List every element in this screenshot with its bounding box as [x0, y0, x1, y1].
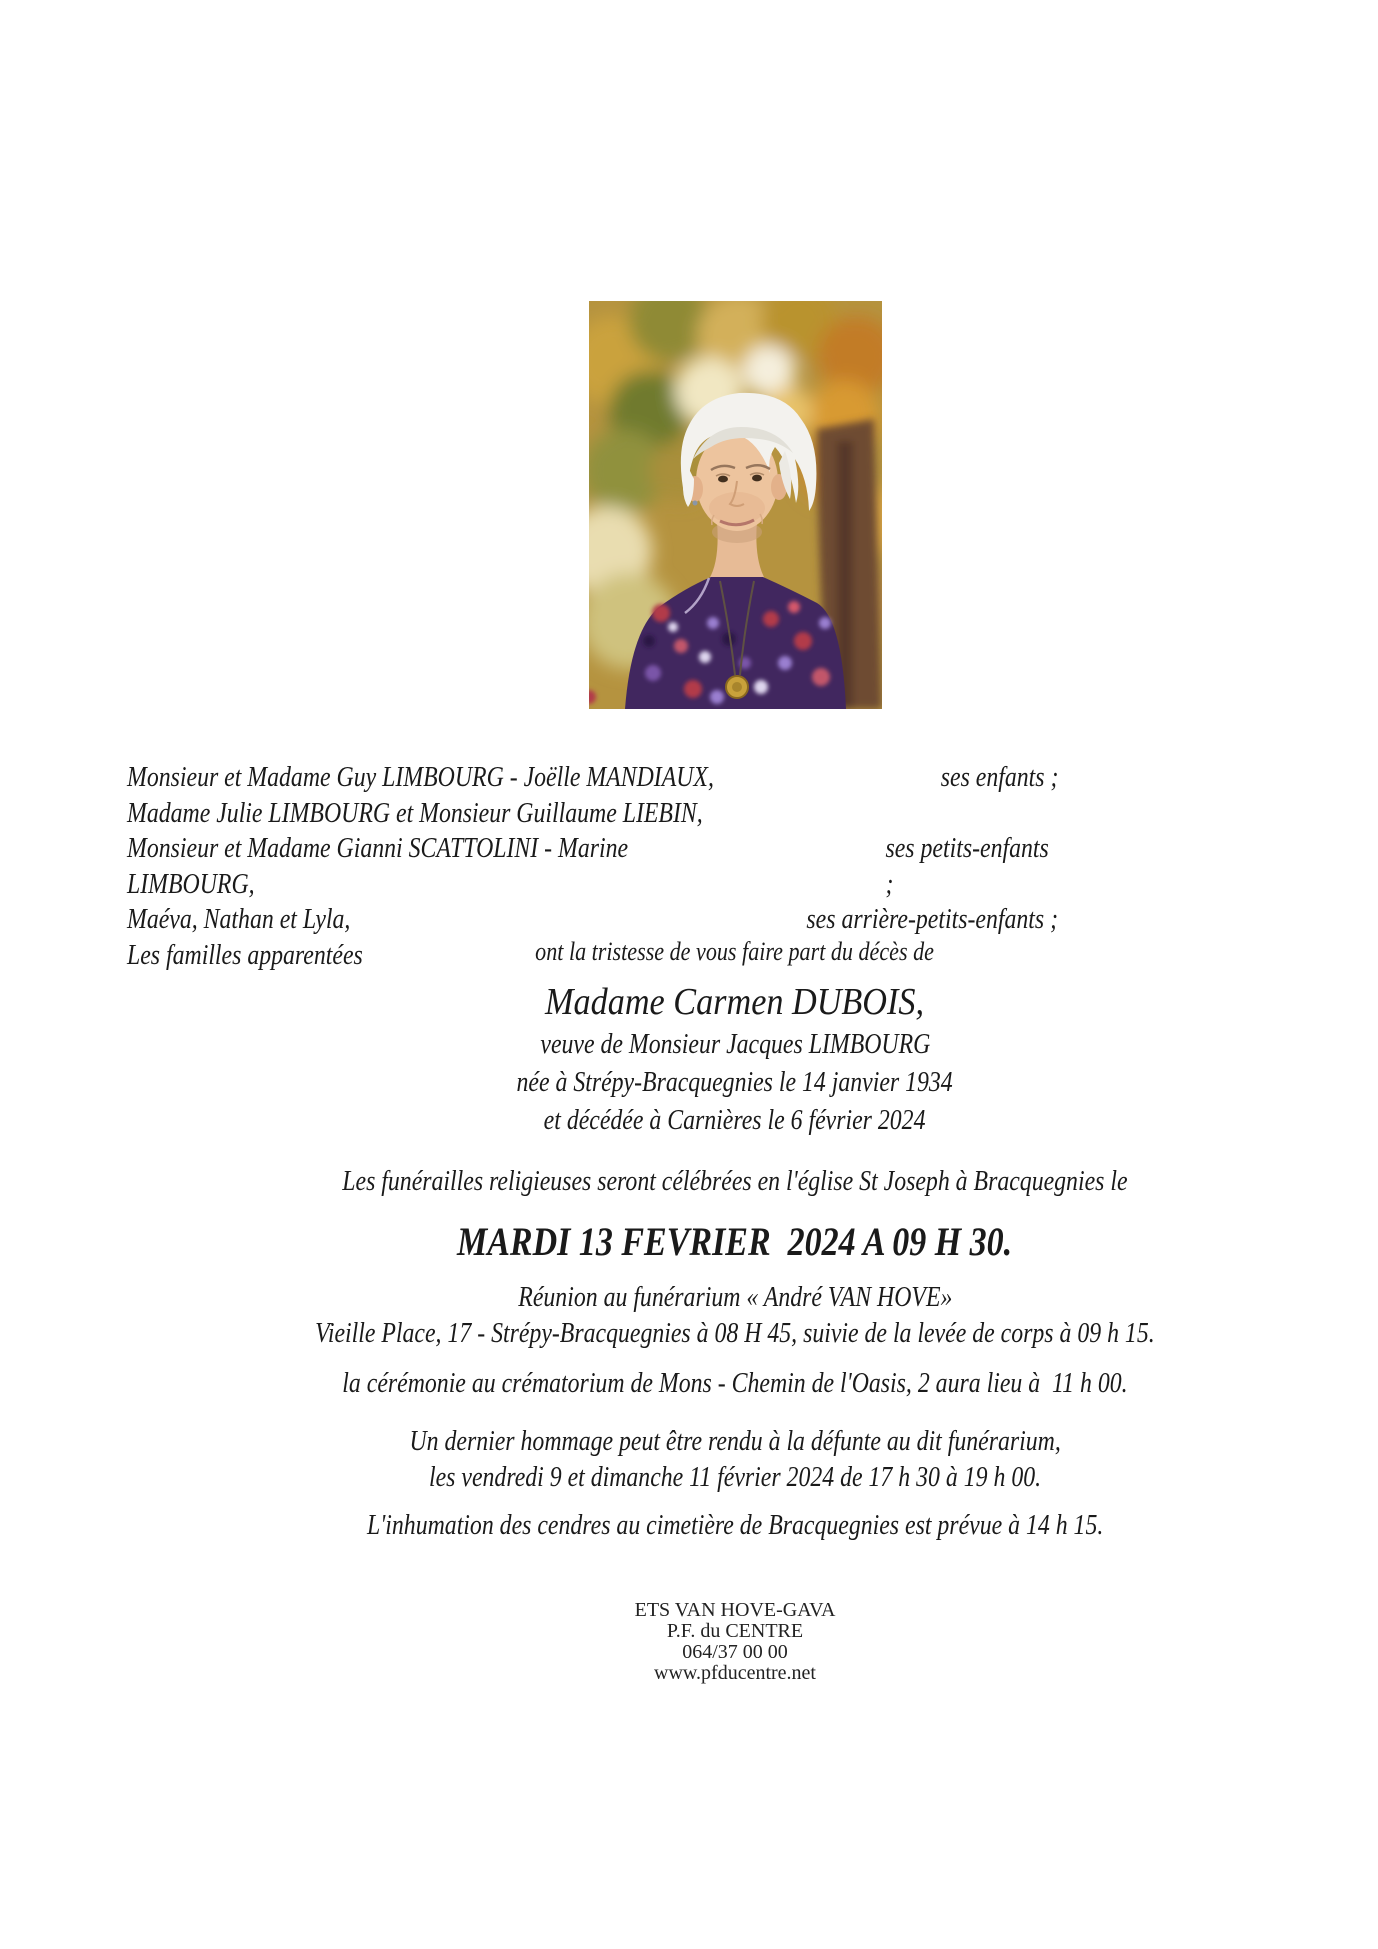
funeral-home-name: ETS VAN HOVE-GAVA — [634, 1599, 836, 1621]
portrait-photo — [589, 301, 882, 709]
funeral-home-brand: P.F. du CENTRE — [666, 1620, 804, 1642]
family-line-relation: ses enfants ; — [940, 762, 1058, 793]
tribute-line-2: les vendredi 9 et dimanche 11 février 2024 de 17 h 30 à 19 h 00. — [428, 1462, 1042, 1493]
family-line — [127, 902, 1058, 938]
deceased-name: Madame Carmen DUBOIS, — [545, 981, 925, 1023]
lineage-line-widow: veuve de Monsieur Jacques LIMBOURG — [540, 1029, 930, 1060]
family-line-name: Monsieur et Madame Guy LIMBOURG - Joëlle MANDIAUX, — [127, 762, 714, 793]
service-intro: Les funérailles religieuses seront célébrées en l'église St Joseph à Bracquegnies le — [342, 1166, 1128, 1197]
burial-line: L'inhumation des cendres au cimetière de Bracquegnies est prévue à 14 h 15. — [366, 1510, 1104, 1541]
funeral-home-website: www.pfducentre.net — [654, 1662, 816, 1684]
lineage-line-birth: née à Strépy-Bracquegnies le 14 janvier 1934 — [516, 1067, 954, 1098]
family-line-relation: ses petits-enfants ; — [885, 833, 1055, 900]
family-line-name: Maéva, Nathan et Lyla, — [127, 904, 351, 935]
meeting-block — [92, 1280, 1378, 1352]
service-datetime: MARDI 13 FEVRIER 2024 A 09 H 30. — [457, 1219, 1013, 1264]
meeting-line-address: Vieille Place, 17 - Strépy-Bracquegnies à 08 H 45, suivie de la levée de corps à 09 h 15. — [315, 1318, 1155, 1349]
family-line — [127, 760, 1058, 796]
meeting-line-funerarium: Réunion au funérarium « André VAN HOVE» — [517, 1282, 953, 1313]
tribute-line-1: Un dernier hommage peut être rendu à la défunte au dit funérarium, — [409, 1426, 1061, 1457]
family-line-name: Madame Julie LIMBOURG et Monsieur Guillaume LIEBIN, — [127, 797, 703, 829]
lineage-line-death: et décédée à Carnières le 6 février 2024 — [544, 1105, 926, 1136]
family-line-relation: ses arrière-petits-enfants ; — [806, 904, 1058, 935]
portrait-photo-illustration — [589, 301, 882, 709]
cremation-line: la cérémonie au crématorium de Mons - Chemin de l'Oasis, 2 aura lieu à 11 h 00. — [342, 1368, 1128, 1399]
tribute-block — [92, 1424, 1378, 1496]
announcement-intro: ont la tristesse de vous faire part du décès de — [535, 937, 935, 966]
funeral-home-footer — [92, 1600, 1378, 1684]
family-line — [127, 796, 1058, 832]
family-line-name: Les familles apparentées — [127, 939, 363, 971]
funeral-home-phone: 064/37 00 00 — [682, 1641, 788, 1663]
lineage-block — [92, 1026, 1378, 1140]
family-line-name: Monsieur et Madame Gianni SCATTOLINI - Marine LIMBOURG, — [127, 833, 635, 900]
family-line — [127, 831, 1058, 902]
